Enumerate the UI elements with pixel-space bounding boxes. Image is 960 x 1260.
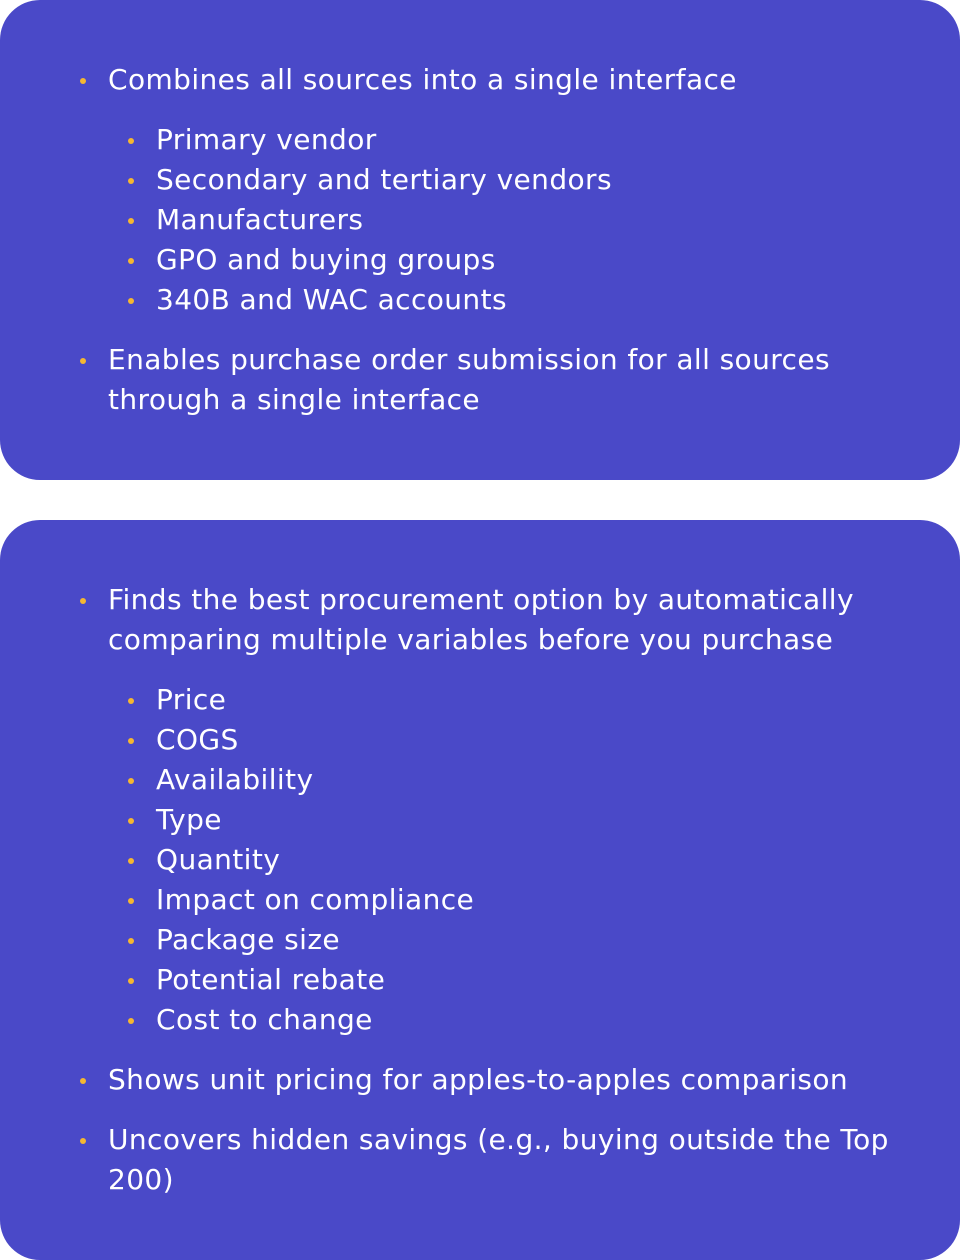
bullet-icon <box>80 358 86 364</box>
sub-list-item <box>128 720 940 760</box>
bullet-icon <box>80 78 86 84</box>
sub-list-item <box>128 920 940 960</box>
bullet-icon <box>128 978 134 984</box>
bullet-icon <box>128 818 134 824</box>
sub-list-item-text: GPO and buying groups <box>156 243 496 276</box>
sub-list-item <box>128 880 940 920</box>
sub-list <box>128 120 940 320</box>
list-item <box>80 340 920 420</box>
sub-list-item-text: 340B and WAC accounts <box>156 283 507 316</box>
sub-list-item-text: Quantity <box>156 843 281 876</box>
sub-list-item-text: Impact on compliance <box>156 883 475 916</box>
list-item-text: Shows unit pricing for apples-to-apples comparison <box>108 1063 849 1096</box>
list-item <box>80 1120 920 1200</box>
feature-list <box>80 60 920 420</box>
bullet-icon <box>128 218 134 224</box>
sub-list <box>128 680 940 1040</box>
sub-list-item <box>128 680 940 720</box>
sub-list-item <box>128 800 940 840</box>
bullet-icon <box>80 1138 86 1144</box>
bullet-icon <box>128 258 134 264</box>
sub-list-item-text: Price <box>156 683 227 716</box>
sub-list-item-text: Primary vendor <box>156 123 377 156</box>
bullet-icon <box>80 1078 86 1084</box>
list-item-text: Combines all sources into a single interface <box>108 63 737 96</box>
bullet-icon <box>128 778 134 784</box>
list-item-text: Enables purchase order submission for all sources through a single interface <box>108 343 830 416</box>
sub-list-item <box>128 280 940 320</box>
bullet-icon <box>128 898 134 904</box>
sub-list-item <box>128 1000 940 1040</box>
list-item-text: Uncovers hidden savings (e.g., buying outside the Top 200) <box>108 1123 889 1196</box>
sub-list-item-text: Manufacturers <box>156 203 364 236</box>
list-item <box>80 60 920 320</box>
bullet-icon <box>128 138 134 144</box>
bullet-icon <box>80 598 86 604</box>
list-item-text: Finds the best procurement option by automatically comparing multiple variables before you purchase <box>108 583 854 656</box>
list-item <box>80 1060 920 1100</box>
bullet-icon <box>128 298 134 304</box>
sub-list-item <box>128 760 940 800</box>
sub-list-item-text: Package size <box>156 923 341 956</box>
sub-list-item-text: COGS <box>156 723 239 756</box>
feature-list <box>80 580 920 1200</box>
bullet-icon <box>128 698 134 704</box>
feature-card-sources <box>0 0 960 480</box>
list-item <box>80 580 920 1040</box>
sub-list-item <box>128 160 940 200</box>
sub-list-item-text: Cost to change <box>156 1003 373 1036</box>
feature-card-comparison <box>0 520 960 1260</box>
sub-list-item <box>128 200 940 240</box>
sub-list-item <box>128 840 940 880</box>
sub-list-item-text: Secondary and tertiary vendors <box>156 163 612 196</box>
sub-list-item <box>128 960 940 1000</box>
sub-list-item <box>128 240 940 280</box>
sub-list-item-text: Potential rebate <box>156 963 386 996</box>
bullet-icon <box>128 178 134 184</box>
bullet-icon <box>128 738 134 744</box>
sub-list-item-text: Type <box>156 803 222 836</box>
sub-list-item <box>128 120 940 160</box>
sub-list-item-text: Availability <box>156 763 314 796</box>
bullet-icon <box>128 1018 134 1024</box>
bullet-icon <box>128 938 134 944</box>
bullet-icon <box>128 858 134 864</box>
